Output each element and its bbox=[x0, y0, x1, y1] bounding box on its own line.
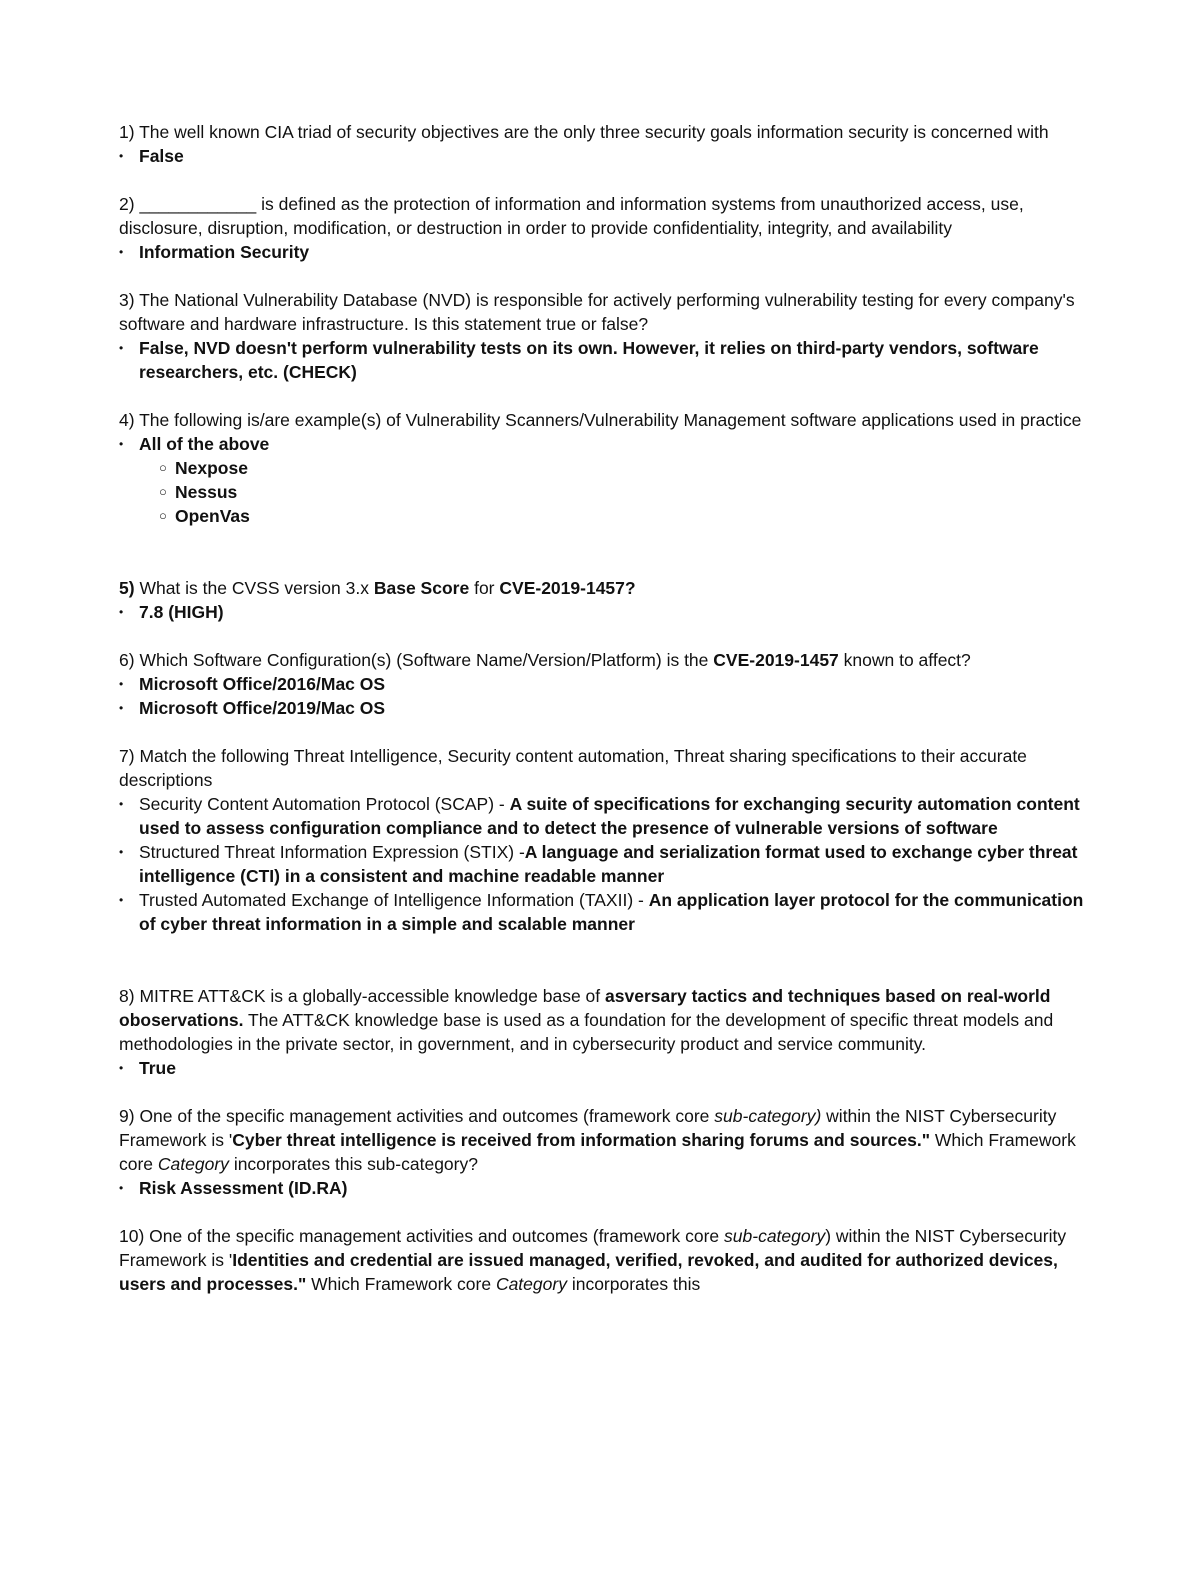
question-number: 10) bbox=[119, 1226, 145, 1246]
sub-option bbox=[119, 480, 1089, 504]
question-text: within the NIST Cybersecurity Framework is ' bbox=[119, 1106, 1057, 1150]
answer-item bbox=[119, 696, 1089, 720]
question-text: The well known CIA triad of security objectives are the only three security goals information security is concerned with bbox=[139, 122, 1049, 142]
question-2 bbox=[119, 192, 1089, 240]
question-text: Which Framework core bbox=[119, 1130, 1076, 1174]
question-text: Which Framework core bbox=[311, 1274, 492, 1294]
answer-item bbox=[119, 432, 1089, 456]
question-3 bbox=[119, 288, 1089, 336]
question-number: 6) bbox=[119, 650, 135, 670]
sub-option bbox=[119, 504, 1089, 528]
question-italic: Category bbox=[495, 1274, 567, 1294]
question-text: One of the specific management activities and outcomes (framework core bbox=[139, 1106, 710, 1126]
bullet-icon: • bbox=[119, 677, 124, 691]
answer-text: All of the above bbox=[139, 434, 270, 454]
question-emphasis: Identities and credential are issued managed, verified, revoked, and audited for authorized devices, users and processes." bbox=[119, 1250, 1058, 1294]
circle-bullet-icon: ○ bbox=[159, 460, 167, 475]
bullet-icon: • bbox=[119, 437, 124, 451]
sub-option bbox=[119, 456, 1089, 480]
match-term: Trusted Automated Exchange of Intelligence Information (TAXII) - bbox=[139, 890, 644, 910]
answer-text: True bbox=[139, 1058, 176, 1078]
question-number: 7) bbox=[119, 746, 135, 766]
question-text: The ATT&CK knowledge base is used as a foundation for the development of specific threat models and methodologies in the private sector, in government, and in cybersecurity product and service community. bbox=[119, 1010, 1054, 1054]
question-6 bbox=[119, 648, 1089, 672]
match-description: An application layer protocol for the communication of cyber threat information in a simple and scalable manner bbox=[139, 890, 1084, 934]
bullet-icon: • bbox=[119, 1061, 124, 1075]
question-emphasis: Cyber threat intelligence is received from information sharing forums and sources." bbox=[232, 1130, 930, 1150]
option-text: OpenVas bbox=[175, 506, 250, 526]
answer-item bbox=[119, 1176, 1089, 1200]
bullet-icon: • bbox=[119, 341, 124, 355]
question-1 bbox=[119, 120, 1089, 144]
match-term: Structured Threat Information Expression (STIX) - bbox=[139, 842, 525, 862]
answer-item bbox=[119, 336, 1089, 384]
question-number: 9) bbox=[119, 1106, 135, 1126]
answer-text: False bbox=[139, 146, 184, 166]
answer-item bbox=[119, 1056, 1089, 1080]
question-emphasis: CVE-2019-1457? bbox=[499, 578, 636, 598]
answer-item bbox=[119, 144, 1089, 168]
question-4 bbox=[119, 408, 1089, 432]
bullet-icon: • bbox=[119, 149, 124, 163]
answer-text: False, NVD doesn't perform vulnerability tests on its own. However, it relies on third-party vendors, software researchers, etc. (CHECK) bbox=[139, 338, 1039, 382]
bullet-icon: • bbox=[119, 797, 124, 811]
question-emphasis: CVE-2019-1457 bbox=[713, 650, 839, 670]
answer-text: Risk Assessment (ID.RA) bbox=[139, 1178, 348, 1198]
answer-text: Microsoft Office/2016/Mac OS bbox=[139, 674, 386, 694]
question-emphasis: Base Score bbox=[373, 578, 470, 598]
answer-text: Information Security bbox=[139, 242, 310, 262]
bullet-icon: • bbox=[119, 893, 124, 907]
match-term: Security Content Automation Protocol (SCAP) - bbox=[139, 794, 505, 814]
question-number: 1) bbox=[119, 122, 135, 142]
question-number: 4) bbox=[119, 410, 135, 430]
bullet-icon: • bbox=[119, 845, 124, 859]
question-text: incorporates this sub-category? bbox=[233, 1154, 478, 1174]
match-item bbox=[119, 888, 1089, 936]
question-5 bbox=[119, 576, 1089, 600]
question-10 bbox=[119, 1224, 1089, 1296]
question-7 bbox=[119, 744, 1089, 792]
option-text: Nessus bbox=[175, 482, 238, 502]
question-text: ) within the NIST Cybersecurity Framework is ' bbox=[119, 1226, 1067, 1270]
answer-blank: ____________ bbox=[139, 194, 257, 214]
question-italic: Category bbox=[157, 1154, 229, 1174]
question-text: The National Vulnerability Database (NVD) is responsible for actively performing vulnerability testing for every company's software and hardware infrastructure. Is this statement true or false? bbox=[119, 290, 1075, 334]
question-emphasis: asversary tactics and techniques based on real-world oboservations. bbox=[119, 986, 1051, 1030]
question-number: 5) bbox=[119, 578, 135, 598]
question-text: The following is/are example(s) of Vulnerability Scanners/Vulnerability Management software applications used in practice bbox=[139, 410, 1082, 430]
question-number: 8) bbox=[119, 986, 135, 1006]
circle-bullet-icon: ○ bbox=[159, 484, 167, 499]
option-text: Nexpose bbox=[175, 458, 248, 478]
question-text: incorporates this bbox=[571, 1274, 701, 1294]
match-item bbox=[119, 840, 1089, 888]
answer-item bbox=[119, 672, 1089, 696]
question-text: Which Software Configuration(s) (Software Name/Version/Platform) is the bbox=[139, 650, 709, 670]
question-8 bbox=[119, 984, 1089, 1056]
question-italic: sub-category bbox=[724, 1226, 826, 1246]
answer-text: Microsoft Office/2019/Mac OS bbox=[139, 698, 386, 718]
question-text: MITRE ATT&CK is a globally-accessible knowledge base of bbox=[139, 986, 601, 1006]
question-text: What is the CVSS version 3.x bbox=[139, 578, 369, 598]
circle-bullet-icon: ○ bbox=[159, 508, 167, 523]
question-text: known to affect? bbox=[843, 650, 971, 670]
match-description: A language and serialization format used to exchange cyber threat intelligence (CTI) in a consistent and machine readable manner bbox=[139, 842, 1078, 886]
question-text: Match the following Threat Intelligence, Security content automation, Threat sharing specifications to their accurate descriptions bbox=[119, 746, 1027, 790]
answer-item bbox=[119, 240, 1089, 264]
bullet-icon: • bbox=[119, 701, 124, 715]
question-text: One of the specific management activities and outcomes (framework core bbox=[149, 1226, 720, 1246]
question-number: 2) bbox=[119, 194, 135, 214]
document-page bbox=[119, 120, 1089, 1296]
answer-text: 7.8 (HIGH) bbox=[139, 602, 224, 622]
match-item bbox=[119, 792, 1089, 840]
question-italic: sub-category) bbox=[714, 1106, 822, 1126]
question-9 bbox=[119, 1104, 1089, 1176]
question-number: 3) bbox=[119, 290, 135, 310]
bullet-icon: • bbox=[119, 605, 124, 619]
bullet-icon: • bbox=[119, 1181, 124, 1195]
question-text: for bbox=[474, 578, 495, 598]
bullet-icon: • bbox=[119, 245, 124, 259]
question-text: is defined as the protection of information and information systems from unauthorized access, use, disclosure, disruption, modification, or destruction in order to provide confidentiality, integrity, and availability bbox=[119, 194, 1024, 238]
answer-item bbox=[119, 600, 1089, 624]
match-description: A suite of specifications for exchanging security automation content used to assess configuration compliance and to detect the presence of vulnerable versions of software bbox=[139, 794, 1080, 838]
